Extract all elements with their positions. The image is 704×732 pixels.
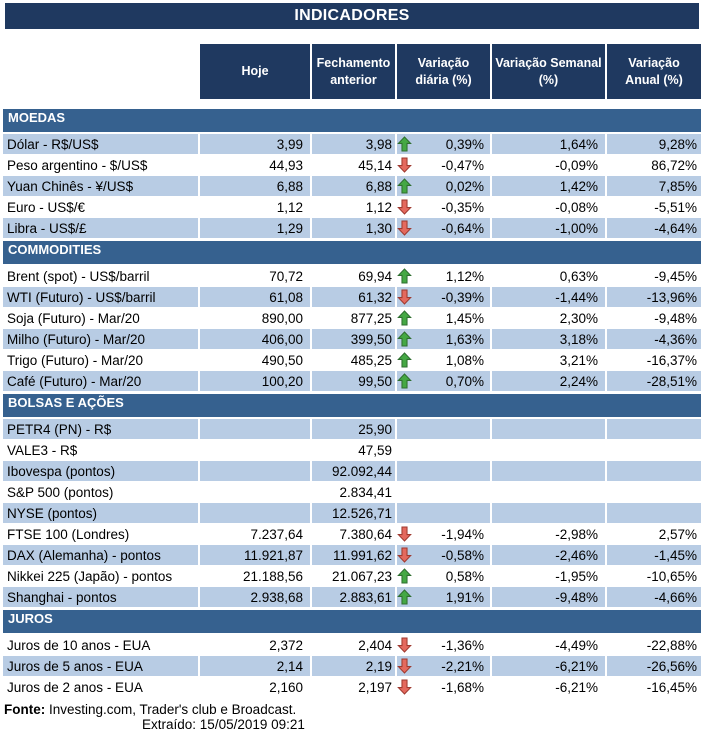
variacao-anual-value: 7,85% <box>607 176 701 196</box>
hoje-value: 100,20 <box>200 371 310 391</box>
section-header-commodities: COMMODITIES <box>3 239 701 266</box>
row-label: DAX (Alemanha) - pontos <box>3 545 198 565</box>
variacao-diaria-cell <box>397 461 490 481</box>
row-label: Dólar - R$/US$ <box>3 134 198 154</box>
table-row <box>3 656 701 676</box>
variacao-diaria-cell <box>397 635 490 655</box>
variacao-anual-value: 2,57% <box>658 526 697 542</box>
footer-source-text: Investing.com, Trader's club e Broadcast. <box>49 702 297 717</box>
variacao-diaria-cell <box>397 266 490 286</box>
row-label: Café (Futuro) - Mar/20 <box>3 371 198 391</box>
trend-icon-empty <box>397 421 413 438</box>
row-label: Ibovespa (pontos) <box>3 461 198 481</box>
hoje-value <box>200 440 310 460</box>
variacao-semanal-value: -9,48% <box>492 587 605 607</box>
hoje-value: 7.237,64 <box>250 526 303 542</box>
variacao-diaria-cell <box>397 329 490 349</box>
variacao-anual-value: 9,28% <box>607 134 701 154</box>
row-label: Trigo (Futuro) - Mar/20 <box>7 352 144 368</box>
hoje-value <box>200 419 310 439</box>
fechamento-anterior-value: 7.380,64 <box>339 526 392 542</box>
variacao-anual-value: -5,51% <box>654 199 697 215</box>
table-row <box>3 635 701 655</box>
trend-icon-empty <box>397 505 413 522</box>
variacao-semanal-value: -2,46% <box>492 545 605 565</box>
fechamento-anterior-value: 25,90 <box>312 419 395 439</box>
hoje-value <box>200 461 310 481</box>
variacao-diaria-cell <box>397 134 490 154</box>
variacao-semanal-value <box>492 503 605 523</box>
section-header-bolsas-e-acoes: BOLSAS E AÇÕES <box>3 392 701 419</box>
hoje-value: 21.188,56 <box>242 568 303 584</box>
table-row <box>3 503 701 523</box>
footer-source-line <box>4 702 704 717</box>
variacao-semanal-value: 0,63% <box>559 268 598 284</box>
fechamento-anterior-value: 485,25 <box>350 352 392 368</box>
table-row <box>3 461 701 481</box>
variacao-diaria-cell <box>397 524 490 544</box>
table-row <box>3 155 701 175</box>
variacao-anual-value: -4,64% <box>607 218 701 238</box>
fechamento-anterior-value: 92.092,44 <box>312 461 395 481</box>
variacao-diaria-cell <box>397 419 490 439</box>
fechamento-anterior-value: 69,94 <box>358 268 392 284</box>
variacao-diaria-cell <box>397 308 490 328</box>
variacao-diaria-cell <box>397 503 490 523</box>
variacao-anual-value: -16,45% <box>646 679 697 695</box>
hoje-value: 406,00 <box>200 329 310 349</box>
trend-down-icon <box>397 547 413 564</box>
trend-down-icon <box>397 658 413 675</box>
trend-up-icon <box>397 178 413 195</box>
fechamento-anterior-value: 6,88 <box>312 176 395 196</box>
hoje-value: 2,14 <box>200 656 310 676</box>
variacao-diaria-cell <box>397 587 490 607</box>
variacao-semanal-value: -1,95% <box>555 568 598 584</box>
variacao-anual-value: -16,37% <box>646 352 697 368</box>
table-row <box>3 266 701 286</box>
variacao-diaria-value: 0,58% <box>445 568 484 584</box>
variacao-diaria-value: -1,36% <box>441 637 484 653</box>
variacao-semanal-value: -4,49% <box>555 637 598 653</box>
variacao-anual-value: -4,36% <box>607 329 701 349</box>
variacao-anual-value: 86,72% <box>651 157 697 173</box>
footer-extracted-label: Extraído: <box>142 717 197 732</box>
variacao-diaria-cell <box>397 197 490 217</box>
trend-down-icon <box>397 220 413 237</box>
variacao-diaria-value: 1,63% <box>445 331 484 347</box>
trend-icon-empty <box>397 484 413 501</box>
footer-source-label: Fonte: <box>4 702 46 717</box>
fechamento-anterior-value: 1,30 <box>312 218 395 238</box>
hoje-value: 490,50 <box>261 352 303 368</box>
variacao-semanal-value: -0,08% <box>555 199 598 215</box>
fechamento-anterior-value: 2,404 <box>358 637 392 653</box>
variacao-semanal-value: -6,21% <box>555 679 598 695</box>
hoje-value: 6,88 <box>200 176 310 196</box>
column-header-variacao-diaria: Variação diária (%) <box>397 44 490 99</box>
variacao-semanal-value <box>492 482 605 502</box>
variacao-semanal-value: 1,42% <box>492 176 605 196</box>
table-column-header-row <box>0 44 704 99</box>
trend-up-icon <box>397 136 413 153</box>
row-label: Nikkei 225 (Japão) - pontos <box>7 568 173 584</box>
variacao-anual-value: -1,45% <box>607 545 701 565</box>
fechamento-anterior-value: 12.526,71 <box>312 503 395 523</box>
table-row <box>3 440 701 460</box>
variacao-diaria-cell <box>397 545 490 565</box>
variacao-diaria-cell <box>397 566 490 586</box>
variacao-diaria-cell <box>397 287 490 307</box>
row-label: FTSE 100 (Londres) <box>7 526 130 542</box>
fechamento-anterior-value: 11.991,62 <box>312 545 395 565</box>
row-label: WTI (Futuro) - US$/barril <box>3 287 198 307</box>
variacao-diaria-value: 1,12% <box>445 268 484 284</box>
variacao-diaria-cell <box>397 155 490 175</box>
variacao-semanal-value: -6,21% <box>492 656 605 676</box>
variacao-anual-value: -28,51% <box>607 371 701 391</box>
row-label: Juros de 5 anos - EUA <box>3 656 198 676</box>
section-header-moedas: MOEDAS <box>3 107 701 134</box>
variacao-anual-value: -10,65% <box>646 568 697 584</box>
trend-up-icon <box>397 310 413 327</box>
table-row <box>3 677 701 697</box>
variacao-semanal-value: 1,64% <box>492 134 605 154</box>
row-label: PETR4 (PN) - R$ <box>3 419 198 439</box>
variacao-diaria-value: 1,08% <box>445 352 484 368</box>
hoje-value: 2,372 <box>269 637 303 653</box>
fechamento-anterior-value: 2.883,61 <box>312 587 395 607</box>
column-header-variacao-anual: Variação Anual (%) <box>607 44 701 99</box>
table-row <box>3 545 701 565</box>
table-row <box>3 218 701 238</box>
variacao-diaria-cell <box>397 176 490 196</box>
trend-up-icon <box>397 268 413 285</box>
table-row <box>3 197 701 217</box>
table-row <box>3 287 701 307</box>
row-label: Yuan Chinês - ¥/US$ <box>3 176 198 196</box>
fechamento-anterior-value: 2,19 <box>312 656 395 676</box>
table-row <box>3 419 701 439</box>
column-header-variacao-semanal: Variação Semanal (%) <box>492 44 605 99</box>
variacao-diaria-cell <box>397 656 490 676</box>
variacao-diaria-cell <box>397 677 490 697</box>
row-label: Juros de 2 anos - EUA <box>7 679 143 695</box>
variacao-diaria-value: -1,68% <box>441 679 484 695</box>
variacao-anual-value <box>607 440 701 460</box>
trend-up-icon <box>397 589 413 606</box>
variacao-semanal-value <box>492 440 605 460</box>
row-label: Peso argentino - $/US$ <box>7 157 148 173</box>
variacao-diaria-value: -2,21% <box>441 658 484 674</box>
table-row <box>3 566 701 586</box>
variacao-anual-value: -22,88% <box>646 637 697 653</box>
row-label: Euro - US$/€ <box>7 199 86 215</box>
column-header-hoje: Hoje <box>200 44 310 99</box>
fechamento-anterior-value: 1,12 <box>365 199 392 215</box>
hoje-value: 3,99 <box>200 134 310 154</box>
footer-extracted-value: 15/05/2019 09:21 <box>199 717 305 732</box>
row-label: Brent (spot) - US$/barril <box>7 268 150 284</box>
table-row <box>3 134 701 154</box>
fechamento-anterior-value: 877,25 <box>350 310 392 326</box>
row-label: Shanghai - pontos <box>3 587 198 607</box>
fechamento-anterior-value: 99,50 <box>312 371 395 391</box>
trend-down-icon <box>397 637 413 654</box>
variacao-semanal-value: -0,09% <box>555 157 598 173</box>
variacao-diaria-value: -0,58% <box>441 547 484 563</box>
row-label: Juros de 10 anos - EUA <box>7 637 151 653</box>
trend-icon-empty <box>397 463 413 480</box>
table-row <box>3 176 701 196</box>
variacao-anual-value: -26,56% <box>607 656 701 676</box>
variacao-anual-value: -13,96% <box>607 287 701 307</box>
variacao-diaria-value: -0,39% <box>441 289 484 305</box>
variacao-diaria-value: 1,45% <box>445 310 484 326</box>
hoje-value: 70,72 <box>269 268 303 284</box>
fechamento-anterior-value: 47,59 <box>358 442 392 458</box>
hoje-value: 44,93 <box>269 157 303 173</box>
fechamento-anterior-value: 399,50 <box>312 329 395 349</box>
variacao-diaria-value: 1,91% <box>445 589 484 605</box>
variacao-anual-value <box>607 419 701 439</box>
variacao-diaria-value: -0,47% <box>441 157 484 173</box>
variacao-anual-value: -9,45% <box>654 268 697 284</box>
variacao-semanal-value: 3,18% <box>492 329 605 349</box>
variacao-anual-value <box>607 461 701 481</box>
fechamento-anterior-value: 21.067,23 <box>331 568 392 584</box>
variacao-diaria-cell <box>397 218 490 238</box>
variacao-semanal-value <box>492 461 605 481</box>
column-header-spacer <box>3 44 198 99</box>
hoje-value <box>200 503 310 523</box>
table-row <box>3 350 701 370</box>
fechamento-anterior-value: 2.834,41 <box>339 484 392 500</box>
variacao-semanal-value: 2,24% <box>492 371 605 391</box>
hoje-value: 2,160 <box>269 679 303 695</box>
table-row <box>3 524 701 544</box>
fechamento-anterior-value: 2,197 <box>358 679 392 695</box>
trend-down-icon <box>397 157 413 174</box>
variacao-diaria-value: -1,94% <box>441 526 484 542</box>
variacao-diaria-value: 0,70% <box>445 373 484 389</box>
row-label: Libra - US$/£ <box>3 218 198 238</box>
indicators-table <box>3 107 701 697</box>
variacao-semanal-value: -1,00% <box>492 218 605 238</box>
variacao-anual-value <box>607 503 701 523</box>
table-row <box>3 308 701 328</box>
variacao-semanal-value: -2,98% <box>555 526 598 542</box>
row-label: NYSE (pontos) <box>3 503 198 523</box>
trend-down-icon <box>397 199 413 216</box>
trend-icon-empty <box>397 442 413 459</box>
variacao-anual-value <box>607 482 701 502</box>
variacao-semanal-value: -1,44% <box>492 287 605 307</box>
row-label: Soja (Futuro) - Mar/20 <box>7 310 140 326</box>
column-header-fechamento-anterior: Fechamento anterior <box>312 44 395 99</box>
variacao-semanal-value: 3,21% <box>559 352 598 368</box>
trend-up-icon <box>397 352 413 369</box>
hoje-value: 11.921,87 <box>200 545 310 565</box>
page-title: INDICADORES <box>5 3 699 29</box>
footer <box>0 702 704 732</box>
variacao-diaria-cell <box>397 482 490 502</box>
fechamento-anterior-value: 45,14 <box>358 157 392 173</box>
hoje-value: 2.938,68 <box>200 587 310 607</box>
variacao-diaria-cell <box>397 350 490 370</box>
table-row <box>3 482 701 502</box>
hoje-value: 1,12 <box>276 199 303 215</box>
fechamento-anterior-value: 61,32 <box>312 287 395 307</box>
fechamento-anterior-value: 3,98 <box>312 134 395 154</box>
trend-down-icon <box>397 289 413 306</box>
variacao-anual-value: -9,48% <box>654 310 697 326</box>
row-label: S&P 500 (pontos) <box>7 484 114 500</box>
variacao-diaria-cell <box>397 440 490 460</box>
variacao-diaria-value: -0,35% <box>441 199 484 215</box>
row-label: VALE3 - R$ <box>7 442 78 458</box>
trend-up-icon <box>397 373 413 390</box>
hoje-value <box>200 482 310 502</box>
variacao-anual-value: -4,66% <box>607 587 701 607</box>
table-row <box>3 371 701 391</box>
hoje-value: 61,08 <box>200 287 310 307</box>
variacao-diaria-value: 0,02% <box>445 178 484 194</box>
hoje-value: 1,29 <box>200 218 310 238</box>
trend-up-icon <box>397 568 413 585</box>
variacao-diaria-value: 0,39% <box>445 136 484 152</box>
trend-up-icon <box>397 331 413 348</box>
hoje-value: 890,00 <box>261 310 303 326</box>
trend-down-icon <box>397 526 413 543</box>
section-header-juros: JUROS <box>3 608 701 635</box>
variacao-semanal-value: 2,30% <box>559 310 598 326</box>
table-row <box>3 587 701 607</box>
row-label: Milho (Futuro) - Mar/20 <box>3 329 198 349</box>
variacao-diaria-cell <box>397 371 490 391</box>
variacao-diaria-value: -0,64% <box>441 220 484 236</box>
variacao-semanal-value <box>492 419 605 439</box>
trend-down-icon <box>397 679 413 696</box>
table-row <box>3 329 701 349</box>
